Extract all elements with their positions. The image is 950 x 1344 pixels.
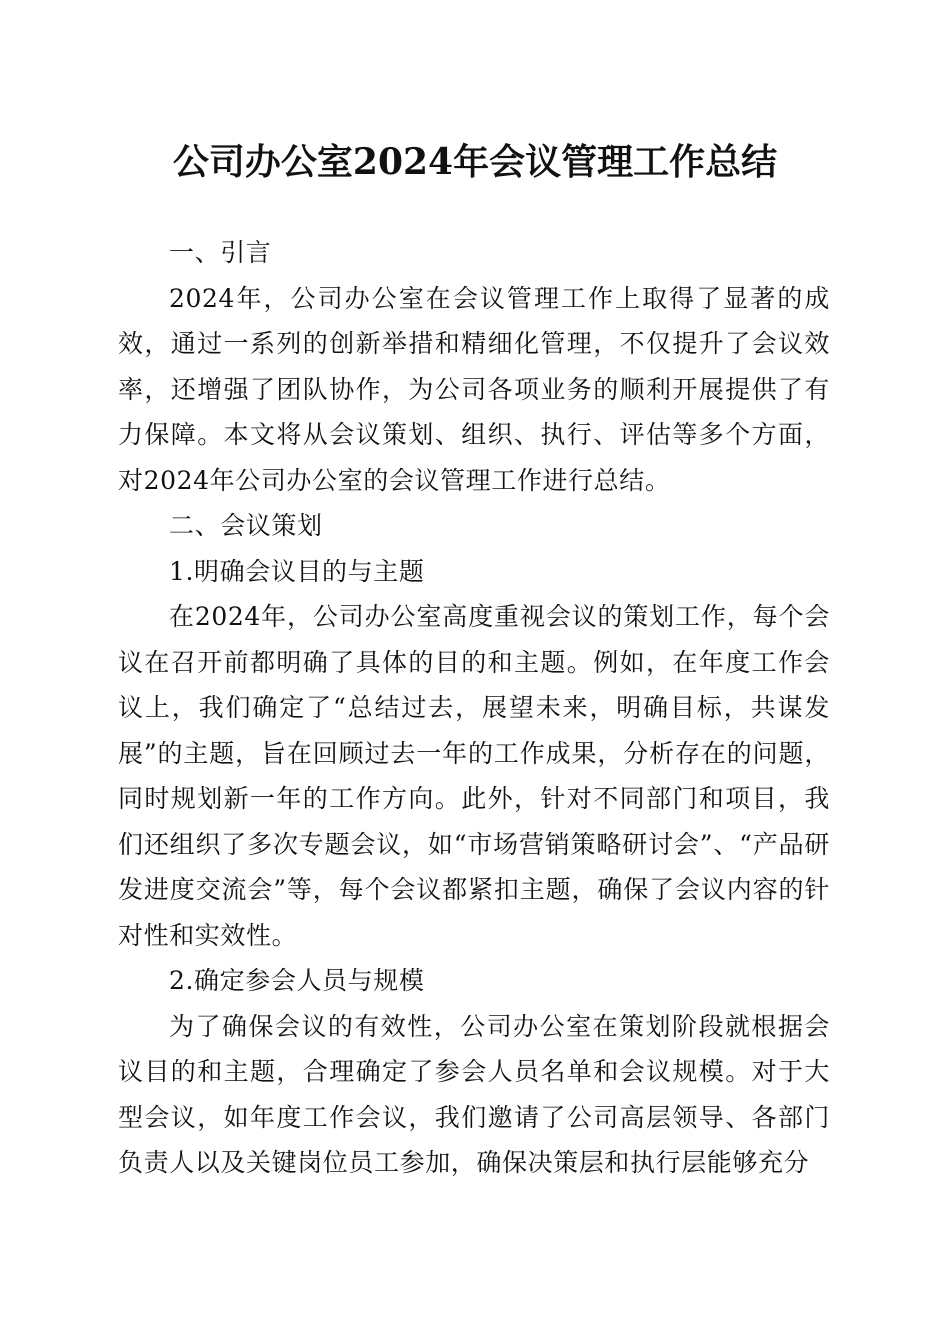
purpose-theme-paragraph: 在2024年，公司办公室高度重视会议的策划工作，每个会议在召开前都明确了具体的目的和主题。例如，在年度工作会议上，我们确定了“总结过去，展望未来，明确目标，共谋发展”的主题，旨在回顾过去一年的工作成果，分析存在的问题，同时规划新一年的工作方向。此外，针对不同部门和项目，我们还组织了多次专题会议，如“市场营销策略研讨会”、“产品研发进度交流会”等，每个会议都紧扣主题，确保了会议内容的针对性和实效性。 (118, 602, 830, 950)
attendees-scale-paragraph: 为了确保会议的有效性，公司办公室在策划阶段就根据会议目的和主题，合理确定了参会人员名单和会议规模。对于大型会议，如年度工作会议，我们邀请了公司高层领导、各部门负责人以及关键岗位员工参加，确保决策层和执行层能够充分 (118, 1011, 830, 1177)
introduction-paragraph: 2024年，公司办公室在会议管理工作上取得了显著的成效，通过一系列的创新举措和精细化管理，不仅提升了会议效率，还增强了团队协作，为公司各项业务的顺利开展提供了有力保障。本文将从会议策划、组织、执行、评估等多个方面，对2024年公司办公室的会议管理工作进行总结。 (118, 283, 830, 495)
subsection-heading-purpose-theme: 1.明确会议目的与主题 (169, 556, 425, 586)
section-heading-introduction: 一、引言 (169, 238, 272, 267)
document-title: 公司办公室2024年会议管理工作总结 (172, 141, 778, 183)
document-body (118, 230, 830, 1186)
section-heading-meeting-planning: 二、会议策划 (169, 511, 323, 540)
subsection-heading-attendees-scale: 2.确定参会人员与规模 (169, 966, 425, 995)
